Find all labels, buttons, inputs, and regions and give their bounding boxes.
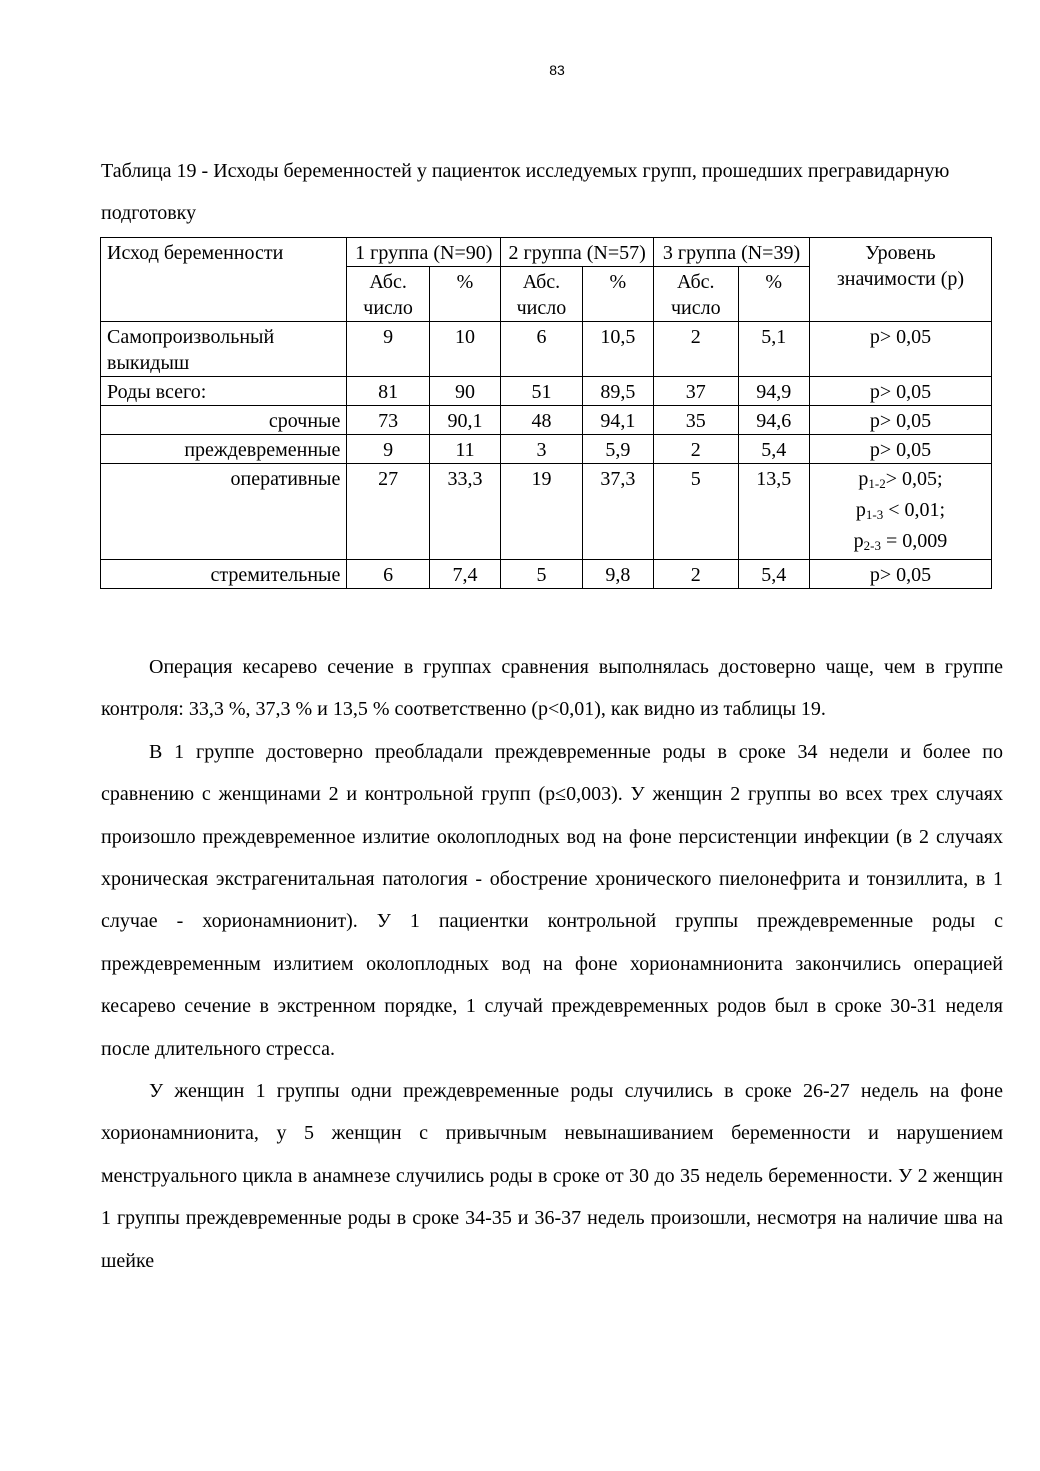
table-caption: Таблица 19 - Исходы беременностей у пациенток исследуемых групп, прошедших прегравидарную подготовку [101, 160, 950, 224]
cell-g2-abs: 19 [501, 464, 582, 560]
cell-g3-abs: 37 [654, 377, 738, 406]
cell-p: р> 0,05 [809, 322, 991, 377]
row-label: Роды всего: [101, 377, 347, 406]
cell-p: р> 0,05 [809, 377, 991, 406]
header-outcome: Исход беременности [101, 238, 347, 322]
header-group2: 2 группа (N=57) [501, 238, 654, 267]
table-row [101, 560, 992, 589]
header-significance: Уровень значимости (р) [809, 238, 991, 322]
row-label: преждевременные [101, 435, 347, 464]
cell-g1-pct: 33,3 [429, 464, 500, 560]
cell-g1-pct: 11 [429, 435, 500, 464]
cell-g2-pct: 10,5 [582, 322, 653, 377]
cell-g2-abs: 5 [501, 560, 582, 589]
cell-g3-pct: 5,4 [738, 560, 809, 589]
cell-g2-abs: 6 [501, 322, 582, 377]
page-number: 83 [549, 62, 565, 78]
cell-g3-pct: 13,5 [738, 464, 809, 560]
paragraph: В 1 группе достоверно преобладали преждевременные роды в сроке 34 недели и более по сравнению с женщинами 2 и контрольной групп (р≤0,003). У женщин 2 группы во всех трех случаях произошло преждевременное излитие околоплодных вод на фоне персистенции инфекции (в 2 случаях хроническая экстрагенитальная патология - обострение хронического пиелонефрита и тонзиллита, в 1 случае - хорионамнионит). У 1 пациентки контрольной группы преждевременные роды с преждевременным излитием околоплодных вод на фоне хорионамнионита закончились операцией кесарево сечение в экстренном порядке, 1 случай преждевременных родов был в сроке 30-31 неделя после длительного стресса. [101, 740, 1003, 1060]
cell-g1-abs: 9 [347, 435, 429, 464]
cell-g3-abs: 2 [654, 560, 738, 589]
cell-g2-pct: 9,8 [582, 560, 653, 589]
cell-g2-pct: 94,1 [582, 406, 653, 435]
cell-p: р> 0,05 [809, 560, 991, 589]
cell-g1-pct: 90,1 [429, 406, 500, 435]
cell-g1-abs: 6 [347, 560, 429, 589]
cell-g1-abs: 27 [347, 464, 429, 560]
p-line: $р_{2-3} = 0,009$ [853, 530, 948, 553]
row-label: оперативные [101, 464, 347, 560]
cell-g1-abs: 81 [347, 377, 429, 406]
cell-g3-abs: 2 [654, 435, 738, 464]
table-header-row [101, 238, 992, 267]
cell-g1-abs: 73 [347, 406, 429, 435]
outcomes-table [100, 237, 992, 589]
cell-g2-pct: 37,3 [582, 464, 653, 560]
row-label: стремительные [101, 560, 347, 589]
cell-g2-abs: 51 [501, 377, 582, 406]
p-line: $р_{1-3} < 0,01$; [855, 499, 946, 522]
table-row [101, 377, 992, 406]
subheader-abs: Абс. число [347, 267, 429, 322]
cell-g3-pct: 5,4 [738, 435, 809, 464]
cell-g3-abs: 5 [654, 464, 738, 560]
subheader-pct: % [738, 267, 809, 322]
row-label: срочные [101, 406, 347, 435]
cell-g3-abs: 35 [654, 406, 738, 435]
row-label: Самопроизвольный выкидыш [101, 322, 347, 377]
cell-g2-abs: 3 [501, 435, 582, 464]
cell-p: р> 0,05 [809, 406, 991, 435]
cell-p: р> 0,05 [809, 435, 991, 464]
cell-g2-pct: 5,9 [582, 435, 653, 464]
cell-g3-abs: 2 [654, 322, 738, 377]
cell-g1-pct: 10 [429, 322, 500, 377]
cell-g2-pct: 89,5 [582, 377, 653, 406]
subheader-pct: % [429, 267, 500, 322]
cell-g3-pct: 94,6 [738, 406, 809, 435]
subheader-pct: % [582, 267, 653, 322]
cell-g3-pct: 94,9 [738, 377, 809, 406]
cell-p-multi [809, 464, 991, 560]
cell-g1-abs: 9 [347, 322, 429, 377]
paragraph: Операция кесарево сечение в группах сравнения выполнялась достоверно чаще, чем в группе контроля: 33,3 %, 37,3 % и 13,5 % соответственно (p<0,01), как видно из таблицы 19. [101, 656, 1003, 721]
table-row [101, 435, 992, 464]
table-row [101, 322, 992, 377]
paragraph: У женщин 1 группы одни преждевременные роды случились в сроке 26-27 недель на фоне хорионамнионита, у 5 женщин с привычным невынашиванием беременности и нарушением менструального цикла в анамнезе случились роды в сроке от 30 до 35 недель беременности. У 2 женщин 1 группы преждевременные роды в сроке 34-35 и 36-37 недель произошли, несмотря на наличие шва на шейке [101, 1080, 1003, 1272]
header-group3: 3 группа (N=39) [654, 238, 810, 267]
cell-g1-pct: 90 [429, 377, 500, 406]
table-row [101, 406, 992, 435]
cell-g2-abs: 48 [501, 406, 582, 435]
subheader-abs: Абс. число [654, 267, 738, 322]
header-group1: 1 группа (N=90) [347, 238, 501, 267]
table-row [101, 464, 992, 560]
cell-g1-pct: 7,4 [429, 560, 500, 589]
p-line: $р_{1-2}> 0,05$; [858, 468, 943, 491]
cell-g3-pct: 5,1 [738, 322, 809, 377]
subheader-abs: Абс. число [501, 267, 582, 322]
body-text [101, 646, 1003, 1282]
